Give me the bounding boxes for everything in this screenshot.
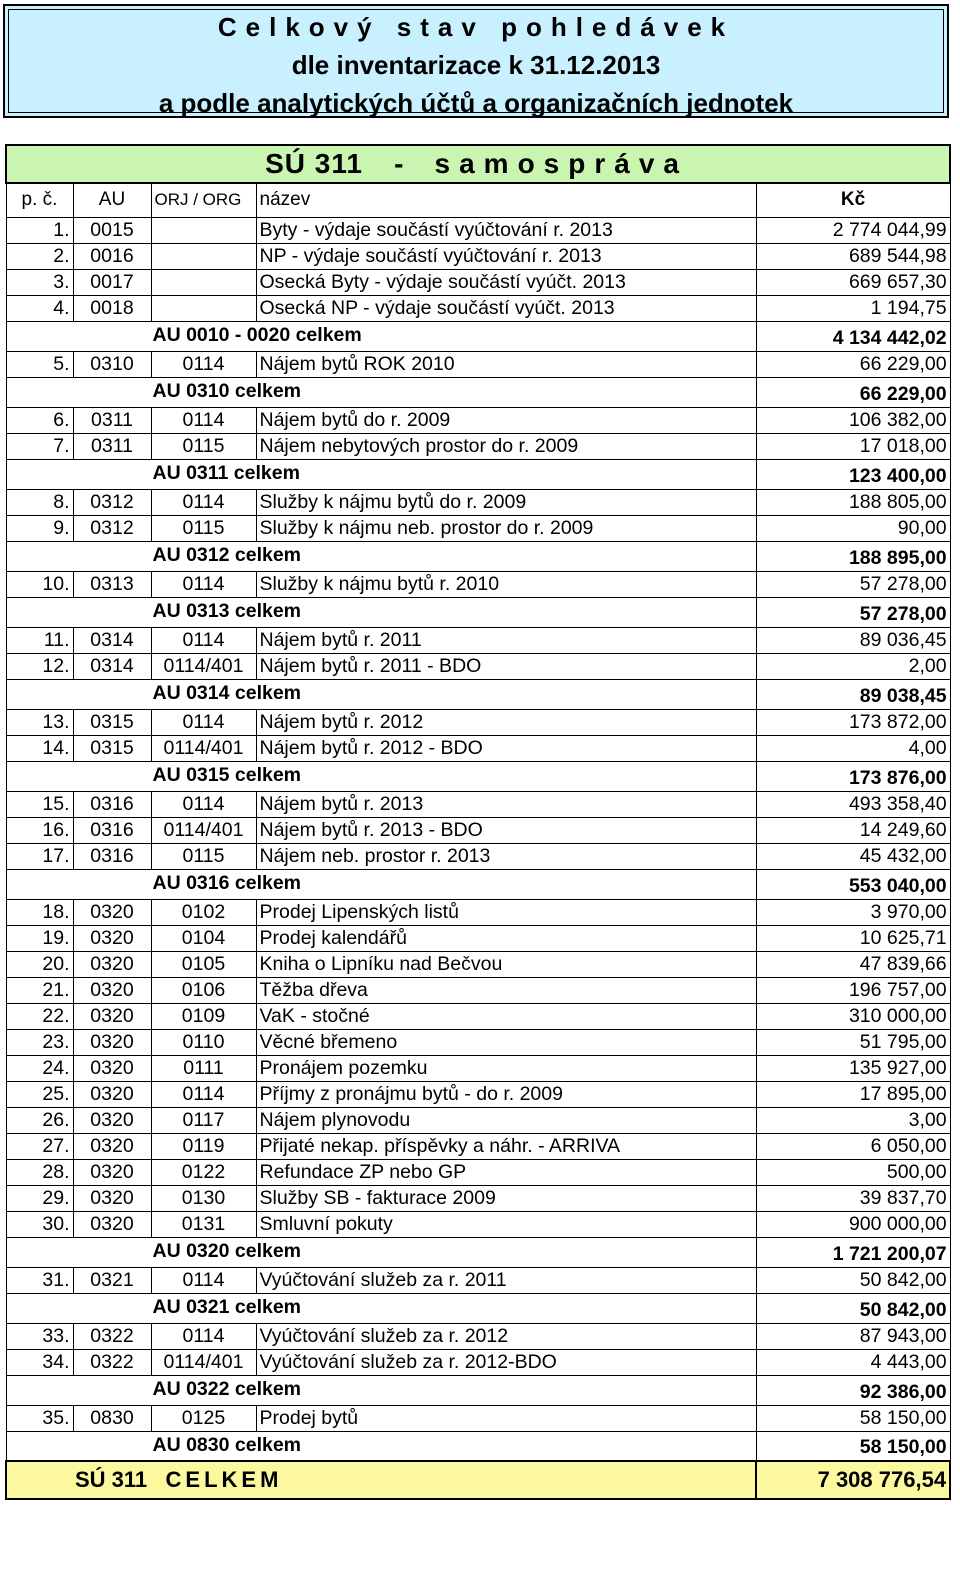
row-org: 0111 (151, 1055, 256, 1081)
table-row (6, 243, 950, 269)
row-name: Pronájem pozemku (256, 1055, 756, 1081)
grand-total-row (6, 1461, 950, 1499)
table-row (6, 407, 950, 433)
row-number: 28. (6, 1159, 73, 1185)
row-amount: 500,00 (756, 1159, 950, 1185)
row-au: 0315 (73, 735, 151, 761)
section-title (6, 145, 950, 183)
row-number: 6. (6, 407, 73, 433)
row-number: 21. (6, 977, 73, 1003)
row-au: 0321 (73, 1267, 151, 1293)
row-au: 0830 (73, 1405, 151, 1431)
subtotal-label: AU 0312 celkem (6, 541, 756, 571)
row-name: Nájem bytů r. 2012 - BDO (256, 735, 756, 761)
table-row (6, 1133, 950, 1159)
subtotal-label: AU 0010 - 0020 celkem (6, 321, 756, 351)
row-amount: 51 795,00 (756, 1029, 950, 1055)
row-name: Nájem bytů r. 2013 - BDO (256, 817, 756, 843)
grand-total-word: CELKEM (165, 1467, 283, 1492)
table-row (6, 627, 950, 653)
row-au: 0320 (73, 899, 151, 925)
row-number: 2. (6, 243, 73, 269)
table-row (6, 1349, 950, 1375)
row-au: 0320 (73, 1185, 151, 1211)
subtotal-amount: 1 721 200,07 (756, 1237, 950, 1267)
subtotal-amount: 4 134 442,02 (756, 321, 950, 351)
table-row (6, 351, 950, 377)
table-row (6, 1211, 950, 1237)
header-name: název (256, 183, 756, 217)
row-org: 0114 (151, 407, 256, 433)
header-amount: Kč (756, 183, 950, 217)
row-org (151, 217, 256, 243)
subtotal-amount: 58 150,00 (756, 1431, 950, 1461)
row-au: 0316 (73, 817, 151, 843)
row-org: 0114/401 (151, 817, 256, 843)
row-au: 0312 (73, 515, 151, 541)
row-amount: 2 774 044,99 (756, 217, 950, 243)
row-name: Přijaté nekap. příspěvky a náhr. - ARRIVA (256, 1133, 756, 1159)
table-row (6, 1159, 950, 1185)
row-amount: 89 036,45 (756, 627, 950, 653)
row-number: 20. (6, 951, 73, 977)
subtotal-label: AU 0322 celkem (6, 1375, 756, 1405)
row-org: 0117 (151, 1107, 256, 1133)
row-name: Vyúčtování služeb za r. 2012-BDO (256, 1349, 756, 1375)
row-name: Smluvní pokuty (256, 1211, 756, 1237)
row-amount: 66 229,00 (756, 351, 950, 377)
row-amount: 669 657,30 (756, 269, 950, 295)
row-au: 0017 (73, 269, 151, 295)
table-row (6, 269, 950, 295)
row-name: Vyúčtování služeb za r. 2011 (256, 1267, 756, 1293)
subtotal-amount: 66 229,00 (756, 377, 950, 407)
row-au: 0015 (73, 217, 151, 243)
row-number: 35. (6, 1405, 73, 1431)
header-pc: p. č. (6, 183, 73, 217)
row-number: 31. (6, 1267, 73, 1293)
table-row (6, 217, 950, 243)
row-org: 0110 (151, 1029, 256, 1055)
row-amount: 90,00 (756, 515, 950, 541)
subtotal-row (6, 1375, 950, 1405)
row-number: 10. (6, 571, 73, 597)
row-au: 0320 (73, 1055, 151, 1081)
row-number: 17. (6, 843, 73, 869)
row-org: 0114/401 (151, 653, 256, 679)
table-row (6, 951, 950, 977)
subtotal-label: AU 0314 celkem (6, 679, 756, 709)
row-org: 0115 (151, 433, 256, 459)
row-number: 30. (6, 1211, 73, 1237)
row-au: 0320 (73, 977, 151, 1003)
row-org: 0114 (151, 627, 256, 653)
row-org (151, 269, 256, 295)
row-au: 0320 (73, 1133, 151, 1159)
row-number: 34. (6, 1349, 73, 1375)
row-amount: 39 837,70 (756, 1185, 950, 1211)
row-org: 0114 (151, 489, 256, 515)
table-row (6, 791, 950, 817)
table-row (6, 1267, 950, 1293)
row-number: 22. (6, 1003, 73, 1029)
subtotal-label: AU 0315 celkem (6, 761, 756, 791)
row-org: 0105 (151, 951, 256, 977)
row-org: 0114 (151, 709, 256, 735)
table-row (6, 1029, 950, 1055)
row-amount: 4,00 (756, 735, 950, 761)
row-name: Nájem bytů r. 2011 - BDO (256, 653, 756, 679)
table-row (6, 1405, 950, 1431)
row-name: Nájem bytů r. 2011 (256, 627, 756, 653)
row-name: Prodej bytů (256, 1405, 756, 1431)
row-amount: 3,00 (756, 1107, 950, 1133)
row-amount: 689 544,98 (756, 243, 950, 269)
row-org: 0114 (151, 1323, 256, 1349)
row-amount: 3 970,00 (756, 899, 950, 925)
report-subtitle-date: dle inventarizace k 31.12.2013 (291, 50, 661, 80)
row-amount: 106 382,00 (756, 407, 950, 433)
subtotal-amount: 173 876,00 (756, 761, 950, 791)
row-amount: 173 872,00 (756, 709, 950, 735)
subtotal-row (6, 1237, 950, 1267)
row-org: 0125 (151, 1405, 256, 1431)
row-org: 0114 (151, 1267, 256, 1293)
row-amount: 50 842,00 (756, 1267, 950, 1293)
table-row (6, 1003, 950, 1029)
row-au: 0311 (73, 433, 151, 459)
row-org: 0115 (151, 843, 256, 869)
row-number: 5. (6, 351, 73, 377)
column-header-row (6, 183, 950, 217)
row-au: 0316 (73, 843, 151, 869)
row-au: 0311 (73, 407, 151, 433)
subtotal-label: AU 0830 celkem (6, 1431, 756, 1461)
subtotal-amount: 123 400,00 (756, 459, 950, 489)
row-au: 0320 (73, 951, 151, 977)
row-number: 29. (6, 1185, 73, 1211)
row-amount: 45 432,00 (756, 843, 950, 869)
row-au: 0320 (73, 1211, 151, 1237)
row-au: 0018 (73, 295, 151, 321)
row-amount: 57 278,00 (756, 571, 950, 597)
row-au: 0320 (73, 1107, 151, 1133)
subtotal-label: AU 0313 celkem (6, 597, 756, 627)
subtotal-row (6, 1293, 950, 1323)
row-au: 0016 (73, 243, 151, 269)
row-number: 26. (6, 1107, 73, 1133)
subtotal-row (6, 1431, 950, 1461)
section-name: samospráva (434, 148, 688, 179)
row-name: Příjmy z pronájmu bytů - do r. 2009 (256, 1081, 756, 1107)
row-org: 0114 (151, 351, 256, 377)
row-number: 4. (6, 295, 73, 321)
header-org: ORJ / ORG (151, 183, 256, 217)
subtotal-label: AU 0311 celkem (6, 459, 756, 489)
table-row (6, 515, 950, 541)
header-au: AU (73, 183, 151, 217)
row-number: 7. (6, 433, 73, 459)
row-au: 0310 (73, 351, 151, 377)
row-org: 0102 (151, 899, 256, 925)
row-au: 0320 (73, 1081, 151, 1107)
row-au: 0320 (73, 1029, 151, 1055)
row-amount: 17 018,00 (756, 433, 950, 459)
subtotal-row (6, 541, 950, 571)
section-dash: - (394, 148, 404, 179)
row-name: Nájem bytů do r. 2009 (256, 407, 756, 433)
row-org: 0114 (151, 1081, 256, 1107)
row-org: 0122 (151, 1159, 256, 1185)
row-name: Těžba dřeva (256, 977, 756, 1003)
row-number: 25. (6, 1081, 73, 1107)
row-au: 0316 (73, 791, 151, 817)
row-org: 0109 (151, 1003, 256, 1029)
subtotal-amount: 92 386,00 (756, 1375, 950, 1405)
row-amount: 10 625,71 (756, 925, 950, 951)
row-name: Nájem plynovodu (256, 1107, 756, 1133)
report-title-box (3, 4, 949, 118)
row-au: 0320 (73, 1003, 151, 1029)
section-header-row (6, 145, 950, 183)
row-name: Vyúčtování služeb za r. 2012 (256, 1323, 756, 1349)
row-name: Nájem bytů ROK 2010 (256, 351, 756, 377)
row-au: 0315 (73, 709, 151, 735)
subtotal-label: AU 0310 celkem (6, 377, 756, 407)
table-row (6, 977, 950, 1003)
row-name: Služby k nájmu neb. prostor do r. 2009 (256, 515, 756, 541)
row-number: 14. (6, 735, 73, 761)
row-name: Služby SB - fakturace 2009 (256, 1185, 756, 1211)
row-amount: 58 150,00 (756, 1405, 950, 1431)
row-amount: 493 358,40 (756, 791, 950, 817)
subtotal-row (6, 377, 950, 407)
table-row (6, 489, 950, 515)
subtotal-amount: 89 038,45 (756, 679, 950, 709)
table-row (6, 735, 950, 761)
table-row (6, 817, 950, 843)
subtotal-row (6, 761, 950, 791)
row-number: 3. (6, 269, 73, 295)
row-number: 16. (6, 817, 73, 843)
table-row (6, 709, 950, 735)
row-amount: 17 895,00 (756, 1081, 950, 1107)
row-amount: 2,00 (756, 653, 950, 679)
table-row (6, 1185, 950, 1211)
row-amount: 4 443,00 (756, 1349, 950, 1375)
row-name: Služby k nájmu bytů do r. 2009 (256, 489, 756, 515)
subtotal-row (6, 869, 950, 899)
row-number: 24. (6, 1055, 73, 1081)
row-name: Věcné břemeno (256, 1029, 756, 1055)
table-row (6, 653, 950, 679)
row-number: 13. (6, 709, 73, 735)
row-number: 9. (6, 515, 73, 541)
row-au: 0320 (73, 925, 151, 951)
row-org: 0114/401 (151, 735, 256, 761)
row-name: Osecká NP - výdaje součástí vyúčt. 2013 (256, 295, 756, 321)
table-row (6, 1323, 950, 1349)
table-row (6, 571, 950, 597)
table-row (6, 1055, 950, 1081)
row-org: 0114 (151, 571, 256, 597)
row-au: 0320 (73, 1159, 151, 1185)
grand-total-label (6, 1461, 756, 1499)
row-number: 1. (6, 217, 73, 243)
row-name: Byty - výdaje součástí vyúčtování r. 2013 (256, 217, 756, 243)
table-row (6, 1081, 950, 1107)
row-org (151, 243, 256, 269)
report-subtitle-scope: a podle analytických účtů a organizačních jednotek (158, 88, 794, 118)
subtotal-label: AU 0320 celkem (6, 1237, 756, 1267)
row-name: Nájem nebytových prostor do r. 2009 (256, 433, 756, 459)
row-amount: 310 000,00 (756, 1003, 950, 1029)
row-org (151, 295, 256, 321)
row-number: 12. (6, 653, 73, 679)
row-name: Prodej kalendářů (256, 925, 756, 951)
subtotal-amount: 50 842,00 (756, 1293, 950, 1323)
subtotal-row (6, 597, 950, 627)
row-name: Služby k nájmu bytů r. 2010 (256, 571, 756, 597)
row-number: 27. (6, 1133, 73, 1159)
table-row (6, 925, 950, 951)
row-name: Refundace ZP nebo GP (256, 1159, 756, 1185)
row-amount: 6 050,00 (756, 1133, 950, 1159)
subtotal-row (6, 679, 950, 709)
row-amount: 196 757,00 (756, 977, 950, 1003)
row-number: 18. (6, 899, 73, 925)
grand-total-code: SÚ 311 (75, 1467, 148, 1492)
row-name: NP - výdaje součástí vyúčtování r. 2013 (256, 243, 756, 269)
row-au: 0314 (73, 653, 151, 679)
row-name: Nájem bytů r. 2013 (256, 791, 756, 817)
report-title: Celkový stav pohledávek (217, 12, 735, 42)
row-number: 11. (6, 627, 73, 653)
row-org: 0114 (151, 791, 256, 817)
subtotal-amount: 553 040,00 (756, 869, 950, 899)
row-amount: 135 927,00 (756, 1055, 950, 1081)
row-au: 0322 (73, 1323, 151, 1349)
subtotal-amount: 188 895,00 (756, 541, 950, 571)
row-org: 0115 (151, 515, 256, 541)
row-amount: 87 943,00 (756, 1323, 950, 1349)
subtotal-label: AU 0316 celkem (6, 869, 756, 899)
row-name: Prodej Lipenských listů (256, 899, 756, 925)
row-name: Osecká Byty - výdaje součástí vyúčt. 2013 (256, 269, 756, 295)
table-row (6, 295, 950, 321)
row-org: 0119 (151, 1133, 256, 1159)
subtotal-row (6, 459, 950, 489)
row-number: 8. (6, 489, 73, 515)
table-row (6, 899, 950, 925)
row-name: Kniha o Lipníku nad Bečvou (256, 951, 756, 977)
row-au: 0314 (73, 627, 151, 653)
row-amount: 47 839,66 (756, 951, 950, 977)
row-amount: 900 000,00 (756, 1211, 950, 1237)
row-number: 33. (6, 1323, 73, 1349)
row-org: 0104 (151, 925, 256, 951)
table-row (6, 843, 950, 869)
row-number: 19. (6, 925, 73, 951)
row-number: 15. (6, 791, 73, 817)
subtotal-amount: 57 278,00 (756, 597, 950, 627)
row-au: 0322 (73, 1349, 151, 1375)
row-au: 0313 (73, 571, 151, 597)
row-name: VaK - stočné (256, 1003, 756, 1029)
row-org: 0130 (151, 1185, 256, 1211)
grand-total-amount: 7 308 776,54 (756, 1461, 950, 1499)
section-code: SÚ 311 (265, 148, 363, 179)
subtotal-label: AU 0321 celkem (6, 1293, 756, 1323)
row-name: Nájem bytů r. 2012 (256, 709, 756, 735)
row-number: 23. (6, 1029, 73, 1055)
row-amount: 1 194,75 (756, 295, 950, 321)
row-org: 0106 (151, 977, 256, 1003)
subtotal-row (6, 321, 950, 351)
table-row (6, 1107, 950, 1133)
receivables-table (5, 144, 951, 1500)
row-amount: 14 249,60 (756, 817, 950, 843)
row-org: 0114/401 (151, 1349, 256, 1375)
table-row (6, 433, 950, 459)
row-org: 0131 (151, 1211, 256, 1237)
row-au: 0312 (73, 489, 151, 515)
row-amount: 188 805,00 (756, 489, 950, 515)
row-name: Nájem neb. prostor r. 2013 (256, 843, 756, 869)
